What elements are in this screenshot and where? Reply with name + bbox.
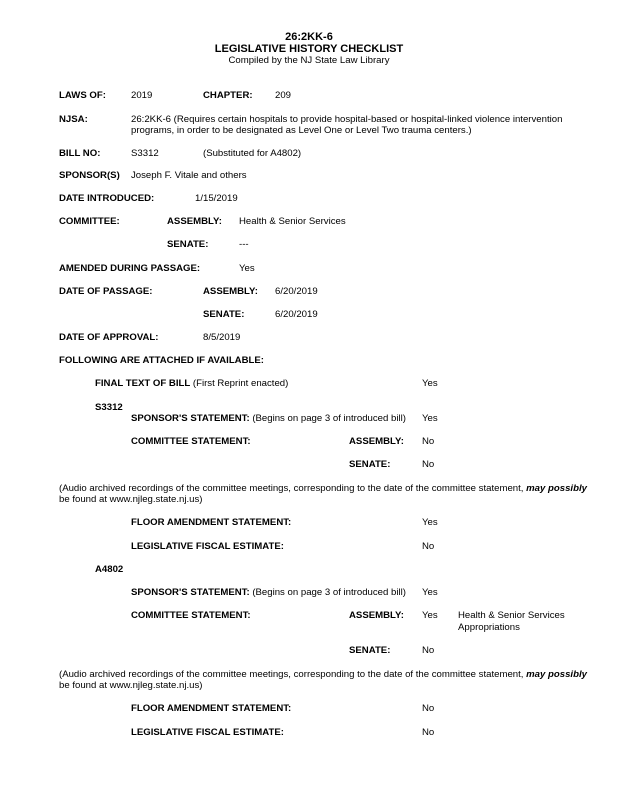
bill-substitution-note: (Substituted for A4802) (203, 148, 302, 159)
committee-assembly-label: ASSEMBLY: (167, 216, 222, 227)
bill-no-value: S3312 (131, 148, 159, 159)
a4802-fiscal-value: No (422, 727, 435, 738)
a4802-sponsor-row (131, 587, 406, 599)
committee-senate-value: --- (239, 239, 249, 250)
s3312-sponsor-value: Yes (422, 413, 438, 424)
date-introduced-label: DATE INTRODUCED: (59, 193, 155, 204)
passage-assembly-value: 6/20/2019 (275, 286, 318, 297)
njsa-description-line2: programs, in order to be designated as Level One or Level Two trauma centers.) (131, 125, 472, 136)
attached-heading: FOLLOWING ARE ATTACHED IF AVAILABLE: (59, 355, 264, 366)
a4802-floor-label: FLOOR AMENDMENT STATEMENT: (131, 703, 292, 714)
s3312-sponsor-note: (Begins on page 3 of introduced bill) (252, 413, 406, 424)
a4802-committee-label: COMMITTEE STATEMENT: (131, 610, 251, 621)
s3312-senate-value: No (422, 459, 435, 470)
a4802-sponsor-value: Yes (422, 587, 438, 598)
s3312-audio-note-line2: be found at www.njleg.state.nj.us) (59, 494, 203, 505)
s3312-fiscal-value: No (422, 541, 435, 552)
a4802-audio-note-line2: be found at www.njleg.state.nj.us) (59, 680, 203, 691)
a4802-heading: A4802 (95, 564, 124, 575)
s3312-sponsor-label: SPONSOR'S STATEMENT: (131, 413, 250, 424)
committee-assembly-value: Health & Senior Services (239, 216, 346, 227)
a4802-floor-value: No (422, 703, 435, 714)
s3312-floor-value: Yes (422, 517, 438, 528)
a4802-sponsor-label: SPONSOR'S STATEMENT: (131, 587, 250, 598)
laws-of-label: LAWS OF: (59, 90, 106, 101)
a4802-audio-note-text: (Audio archived recordings of the committee meetings, corresponding to the date of the committee statement, (59, 669, 524, 680)
statute-number: 26:2KK-6 (285, 31, 333, 43)
sponsors-value: Joseph F. Vitale and others (131, 170, 247, 181)
final-text-note: (First Reprint enacted) (192, 378, 289, 389)
a4802-sponsor-note: (Begins on page 3 of introduced bill) (252, 587, 406, 598)
a4802-audio-emphasis: may possibly (526, 669, 587, 680)
laws-of-value: 2019 (131, 90, 153, 101)
s3312-heading: S3312 (95, 402, 123, 413)
final-text-row (95, 378, 288, 390)
s3312-assembly-label: ASSEMBLY: (349, 436, 404, 447)
passage-assembly-label: ASSEMBLY: (203, 286, 258, 297)
committee-label: COMMITTEE: (59, 216, 120, 227)
s3312-senate-label: SENATE: (349, 459, 391, 470)
s3312-assembly-value: No (422, 436, 435, 447)
sponsors-label: SPONSOR(S) (59, 170, 120, 181)
s3312-fiscal-label: LEGISLATIVE FISCAL ESTIMATE: (131, 541, 284, 552)
date-of-passage-label: DATE OF PASSAGE: (59, 286, 153, 297)
s3312-committee-label: COMMITTEE STATEMENT: (131, 436, 251, 447)
amended-value: Yes (239, 263, 255, 274)
a4802-assembly-committee-1: Health & Senior Services (458, 610, 565, 621)
a4802-fiscal-label: LEGISLATIVE FISCAL ESTIMATE: (131, 727, 284, 738)
a4802-assembly-committee-2: Appropriations (458, 622, 520, 633)
final-text-label: FINAL TEXT OF BILL (95, 378, 191, 389)
passage-senate-label: SENATE: (203, 309, 245, 320)
date-introduced-value: 1/15/2019 (195, 193, 238, 204)
a4802-assembly-value: Yes (422, 610, 438, 621)
chapter-value: 209 (275, 90, 292, 101)
compiled-by: Compiled by the NJ State Law Library (228, 55, 390, 66)
s3312-audio-emphasis: may possibly (526, 483, 587, 494)
date-of-approval-value: 8/5/2019 (203, 332, 241, 343)
a4802-senate-value: No (422, 645, 435, 656)
a4802-senate-label: SENATE: (349, 645, 391, 656)
committee-senate-label: SENATE: (167, 239, 209, 250)
s3312-audio-note-text: (Audio archived recordings of the committee meetings, corresponding to the date of the committee statement, (59, 483, 524, 494)
final-text-value: Yes (422, 378, 438, 389)
s3312-sponsor-row (131, 413, 406, 425)
njsa-label: NJSA: (59, 114, 88, 125)
s3312-floor-label: FLOOR AMENDMENT STATEMENT: (131, 517, 292, 528)
passage-senate-value: 6/20/2019 (275, 309, 318, 320)
chapter-label: CHAPTER: (203, 90, 253, 101)
a4802-assembly-label: ASSEMBLY: (349, 610, 404, 621)
njsa-description-line1: 26:2KK-6 (Requires certain hospitals to provide hospital-based or hospital-linked violence intervention (131, 114, 563, 125)
bill-no-label: BILL NO: (59, 148, 101, 159)
page-title: LEGISLATIVE HISTORY CHECKLIST (214, 43, 404, 55)
amended-label: AMENDED DURING PASSAGE: (59, 263, 201, 274)
date-of-approval-label: DATE OF APPROVAL: (59, 332, 159, 343)
